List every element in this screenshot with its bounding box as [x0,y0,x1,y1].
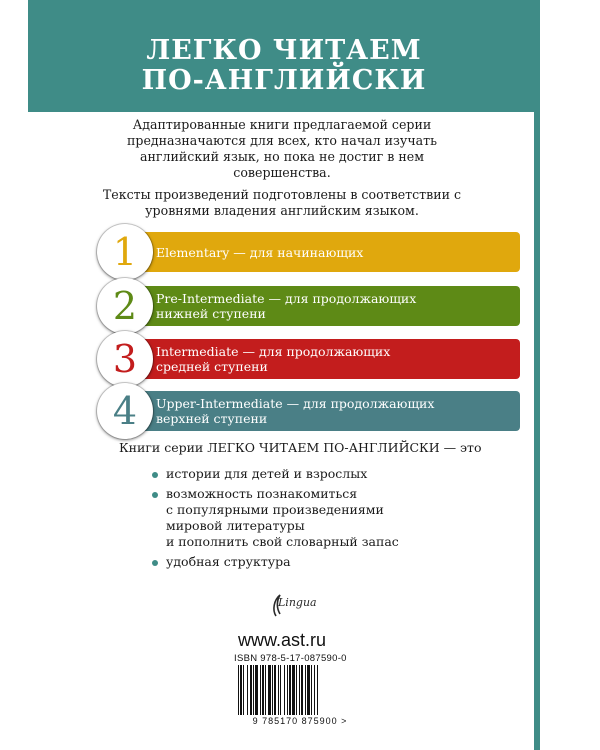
level-1-line1: Elementary — для начинающих [156,244,364,260]
series-title-line1: ЛЕГКО ЧИТАЕМ [146,35,422,66]
bullet-dot-icon [152,492,158,498]
barcode-stripe [255,665,258,715]
bullet-dot-icon [152,472,158,478]
barcode-stripe [317,665,318,715]
barcode-stripe [272,665,273,715]
level-2-text [156,291,416,321]
bullet-dot-icon [152,560,158,566]
publisher-logo-text: Lingua [278,596,317,609]
feature-3-line1: удобная структура [166,554,291,569]
level-2-line2: нижней ступени [156,306,266,321]
feature-item-1 [152,466,512,482]
barcode-stripe [238,665,239,715]
intro-paragraph-1: Адаптированные книги предлагаемой серии предназначаются для всех, кто начал изучать английский язык, но пока не достиг в нем совершенства. [126,117,437,180]
level-bar-2 [110,286,520,326]
barcode-stripe [289,665,291,715]
cover-edge-stripe [534,112,540,750]
barcode-stripe [299,665,300,715]
level-4-line2: верхней ступени [156,411,268,426]
barcode-stripe [250,665,252,715]
feature-item-2 [152,486,512,550]
barcode-stripe [292,665,295,715]
feature-2-line3: мировой литературы [166,518,305,533]
barcode-stripe [260,665,261,715]
feature-2-line2: с популярными произведениями [166,502,384,517]
level-number-3: 3 [97,331,153,387]
publisher-website: www.ast.ru [238,630,327,650]
level-4-line1: Upper-Intermediate — для продолжающих [156,396,435,411]
barcode-stripe [262,665,264,715]
level-2-line1: Pre-Intermediate — для продолжающих [156,291,417,306]
barcode-stripe [307,665,310,715]
barcode-stripe [243,665,244,715]
barcode-stripe [268,665,271,715]
feature-item-3 [152,554,512,570]
level-number-2: 2 [97,278,153,334]
feature-2-line4: и пополнить свой словарный запас [166,534,399,549]
barcode-stripe [287,665,288,715]
series-description-heading: Книги серии ЛЕГКО ЧИТАЕМ ПО-АНГЛИЙСКИ — это [119,440,482,455]
level-4-text [156,396,434,426]
barcode-stripe [253,665,254,715]
barcode [236,665,364,715]
level-3-line2: средней ступени [156,359,268,374]
barcode-stripe [301,665,303,715]
level-3-text [156,344,390,374]
intro-text [92,117,472,225]
publisher-logo [264,592,324,618]
barcode-stripe [274,665,276,715]
feature-2-line1: возможность познакомиться [166,486,358,501]
barcode-stripe [240,665,242,715]
feature-list [152,466,512,574]
feature-1-line1: истории для детей и взрослых [166,466,368,481]
series-title-line2: ПО-АНГЛИЙСКИ [141,65,427,96]
barcode-stripe [296,665,297,715]
isbn-number: ISBN 978-5-17-087590-0 [234,653,347,664]
barcode-stripe [247,665,248,715]
level-bar-3 [110,339,520,379]
barcode-stripe [265,665,266,715]
level-bar-4 [110,391,520,431]
level-number-4: 4 [97,383,153,439]
level-3-line1: Intermediate — для продолжающих [156,344,391,359]
barcode-stripe [278,665,279,715]
barcode-stripe [284,665,285,715]
level-bar-1 [110,232,520,272]
level-number-1: 1 [97,224,153,280]
barcode-digits: 9 785170 875900 > [252,716,348,726]
barcode-stripe [314,665,315,715]
level-1-text [156,245,363,260]
barcode-stripe [311,665,312,715]
series-banner [28,0,540,112]
barcode-stripe [305,665,306,715]
barcode-stripe [280,665,281,715]
intro-paragraph-2: Тексты произведений подготовлены в соответствии с уровнями владения английским языком. [102,187,462,218]
